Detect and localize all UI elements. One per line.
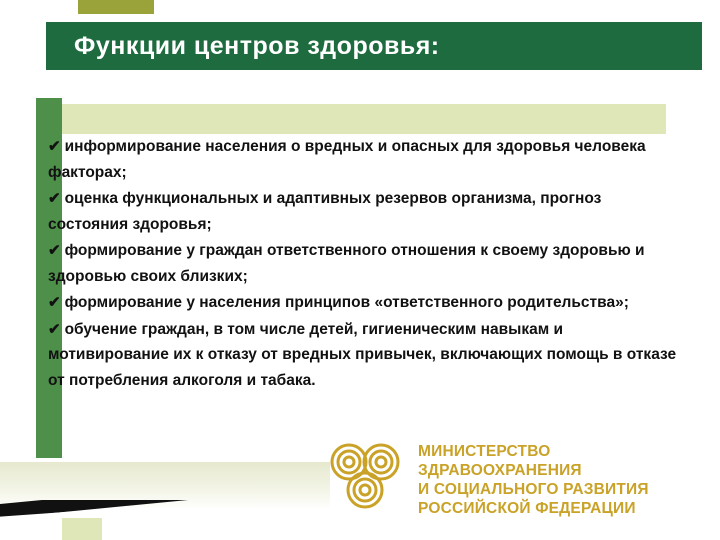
logo-line-1: МИНИСТЕРСТВО xyxy=(418,443,551,460)
page-title: Функции центров здоровья: xyxy=(74,32,440,60)
top-accent-tab xyxy=(78,0,154,14)
bullet-text: информирование населения о вредных и опасных для здоровья человека факторах; xyxy=(48,138,646,181)
list-item xyxy=(48,186,678,237)
bullet-text: оценка функциональных и адаптивных резервов организма, прогноз состояния здоровья; xyxy=(48,190,602,233)
bullet-text: обучение граждан, в том числе детей, гигиеническим навыкам и мотивирование их к отказу от вредных привычек, включающих помощь в отказе от потребления алкоголя и табака. xyxy=(48,320,677,389)
logo-line-4: РОССИЙСКОЙ ФЕДЕРАЦИИ xyxy=(418,500,636,517)
bullet-list xyxy=(48,134,678,394)
bullet-text: формирование у граждан ответственного отношения к своему здоровью и здоровью своих близких; xyxy=(48,242,645,285)
logo-line-2: ЗДРАВООХРАНЕНИЯ xyxy=(418,462,582,479)
check-icon: ✔ xyxy=(48,242,61,259)
check-icon: ✔ xyxy=(48,320,61,338)
list-item xyxy=(48,290,678,316)
list-item xyxy=(48,134,678,185)
check-icon: ✔ xyxy=(48,190,61,207)
bullet-row xyxy=(48,238,678,289)
bullet-row xyxy=(48,186,678,237)
check-icon: ✔ xyxy=(48,138,61,155)
logo-line-3: И СОЦИАЛЬНОГО РАЗВИТИЯ xyxy=(418,481,649,498)
bullet-row xyxy=(48,134,678,185)
bullet-row xyxy=(48,317,678,394)
footer-white-stripe xyxy=(0,508,330,540)
bullet-text: формирование у населения принципов «ответственного родительства»; xyxy=(64,294,629,311)
ministry-logo-text xyxy=(418,442,718,518)
list-item xyxy=(48,238,678,289)
list-item xyxy=(48,317,678,394)
ministry-logo xyxy=(320,432,720,540)
content-panel-header xyxy=(62,104,666,134)
footer-accent-tab xyxy=(62,518,102,540)
bullet-row xyxy=(48,290,678,316)
check-icon: ✔ xyxy=(48,294,61,311)
ministry-rings-emblem xyxy=(320,438,410,516)
